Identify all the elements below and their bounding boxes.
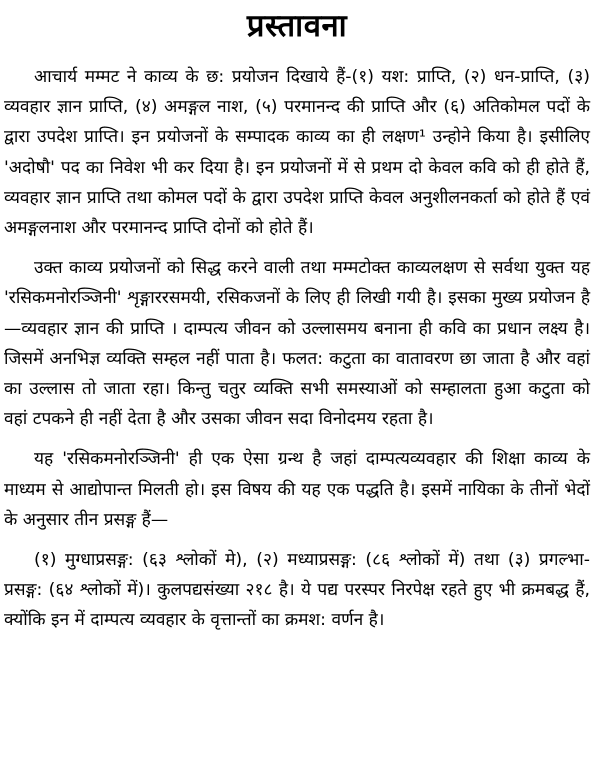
paragraph-purposes-of-poetry: आचार्य मम्मट ने काव्य के छ: प्रयोजन दिखाये हैं-(१) यश: प्राप्ति, (२) धन-प्राप्ति, (३) व्यवहार ज्ञान प्राप्ति, (४) अमङ्गल नाश, (५) परमानन्द की प्राप्ति और (६) अतिकोमल पदों के द्वारा उपदेश प्राप्ति। इन प्रयोजनों के सम्पादक काव्य का ही लक्षण¹ उन्होने किया है। इसीलिए 'अदोषौ' पद का निवेश भी कर दिया है। इन प्रयोजनों में से प्रथम दो केवल कवि को ही होते हैं, व्यवहार ज्ञान प्राप्ति तथा कोमल पदों के द्वारा उपदेश प्राप्ति केवल अनुशीलनकर्ता को होते हैं एवं अमङ्गलनाश और परमानन्द प्राप्ति दोनों को होते हैं।	[4, 67, 590, 239]
paragraph-three-sections-intro: यह 'रसिकमनोरञ्जिनी' ही एक ऐसा ग्रन्थ है जहां दाम्पत्यव्यवहार की शिक्षा काव्य के माध्यम से आद्योपान्त मिलती हो। इस विषय की यह एक पद्धति है। इसमें नायिका के तीनों भेदों के अनुसार तीन प्रसङ्ग हैं—	[4, 449, 590, 530]
paragraph-section-verse-counts: (१) मुग्धाप्रसङ्ग: (६३ श्लोकों मे), (२) मध्याप्रसङ्ग: (८६ श्लोकों में) तथा (३) प्रगल्भा-प्रसङ्ग: (६४ श्लोकों में)। कुलपद्यसंख्या २१८ है। ये पद्य परस्पर निरपेक्ष रहते हुए भी क्रमबद्ध हैं, क्योंकि इन में दाम्पत्य व्यवहार के वृत्तान्तों का क्रमश: वर्णन है।	[4, 550, 590, 631]
page-title: प्रस्तावना	[246, 8, 348, 44]
paragraph-rasikamanoranjini-purpose: उक्त काव्य प्रयोजनों को सिद्ध करने वाली तथा मम्मटोक्त काव्यलक्षण से सर्वथा युक्त यह 'रसिकमनोरञ्जिनी' शृङ्गाररसमयी, रसिकजनों के लिए ही लिखी गयी है। इसका मुख्य प्रयोजन है—व्यवहार ज्ञान की प्राप्ति । दाम्पत्य जीवन को उल्लासमय बनाना ही कवि का प्रधान लक्ष्य है। जिसमें अनभिज्ञ व्यक्ति सम्हल नहीं पाता है। फलत: कटुता का वातावरण छा जाता है और वहां का उल्लास तो जाता रहा। किन्तु चतुर व्यक्ति सभी समस्याओं को सम्हालता हुआ कटुता को वहां टपकने ही नहीं देता है और उसका जीवन सदा विनोदमय रहता है।	[4, 258, 590, 430]
